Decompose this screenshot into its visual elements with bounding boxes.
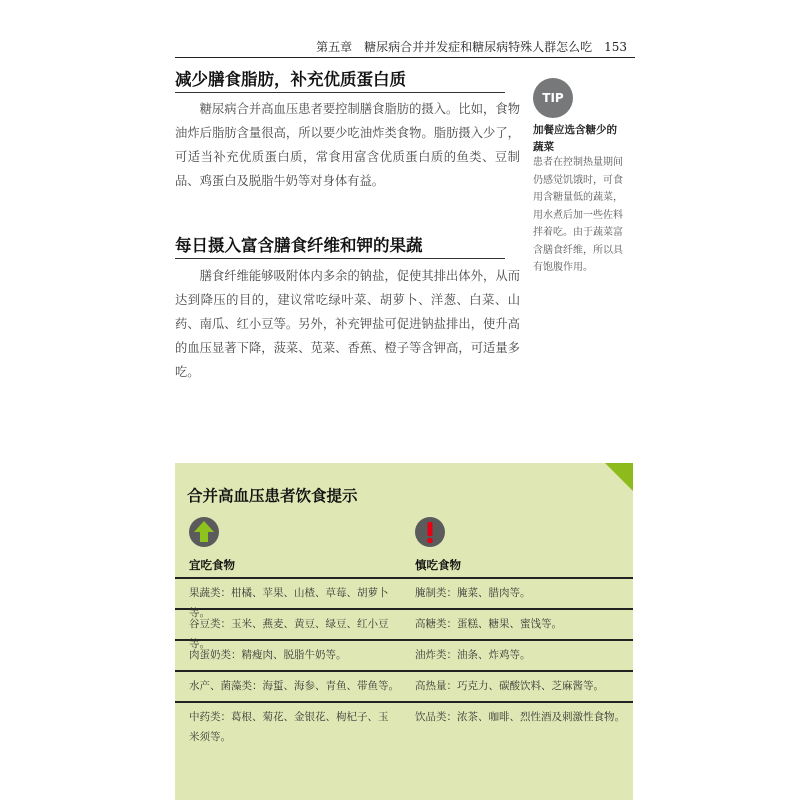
table-cell-recommended bbox=[189, 707, 404, 747]
section1-line: 了，可适当补充优质蛋白质，常食用富含优质蛋白质的鱼类、 bbox=[175, 126, 520, 164]
table-cell-caution: 高糖类：蛋糕、糖果、蜜饯等。 bbox=[415, 618, 562, 630]
section2-paragraph bbox=[175, 264, 520, 384]
section2-line: 适量多吃。 bbox=[175, 341, 520, 379]
section1-divider bbox=[175, 92, 505, 93]
row-divider bbox=[175, 701, 633, 703]
section1-line: 物油炸后脂肪含量很高，所以要少吃油炸类食物。脂肪摄入少 bbox=[175, 102, 520, 140]
diet-tips-box bbox=[175, 463, 633, 800]
section1-heading: 减少膳食脂肪，补充优质蛋白质 bbox=[175, 70, 406, 89]
diet-box-title: 合并高血压患者饮食提示 bbox=[187, 487, 358, 505]
section2-line: 膳食纤维能够吸附体内多余的钠盐，促使其排出体外，从 bbox=[199, 269, 508, 283]
table-cell-recommended: 果蔬类：柑橘、苹果、山楂、草莓、胡萝卜等。 bbox=[189, 587, 389, 619]
tip-title bbox=[533, 122, 625, 156]
section2-line: 山药、南瓜、红小豆等。另外，补充钾盐可促进钠盐排出，使 bbox=[175, 293, 520, 331]
cell-line: 中药类：葛根、菊花、金银花、枸杞子、玉 bbox=[189, 711, 389, 723]
section2-divider bbox=[175, 258, 505, 259]
section2-line: 升高的血压显著下降，菠菜、苋菜、香蕉、橙子等含钾高，可 bbox=[175, 317, 520, 355]
tip-body-line: 患者在控制热量期间 bbox=[533, 157, 623, 168]
tip-badge: TIP bbox=[533, 78, 573, 118]
section1-line: 豆制品、鸡蛋白及脱脂牛奶等对身体有益。 bbox=[175, 150, 520, 188]
cell-line: 米须等。 bbox=[189, 731, 231, 743]
up-arrow-icon bbox=[189, 517, 219, 547]
tip-title-line: 蔬菜 bbox=[533, 141, 554, 153]
tip-body-line: 有饱腹作用。 bbox=[533, 262, 593, 273]
header-text: 第五章 糖尿病合并并发症和糖尿病特殊人群怎么吃 153 bbox=[316, 40, 627, 54]
tip-body-line: 用水煮后加一些佐料 bbox=[533, 209, 623, 221]
tip-body-line: 拌着吃。由于蔬菜富 bbox=[533, 227, 623, 238]
tip-title-line: 加餐应选含糖少的 bbox=[533, 124, 617, 136]
tip-body-line: 含膳食纤维，所以具 bbox=[533, 244, 623, 256]
table-cell-caution: 油炸类：油条、炸鸡等。 bbox=[415, 649, 531, 661]
tip-body-line: 用含糖量低的蔬菜， bbox=[533, 192, 623, 203]
row-divider bbox=[175, 577, 633, 579]
row-divider bbox=[175, 670, 633, 672]
table-cell-recommended: 肉蛋奶类：精瘦肉、脱脂牛奶等。 bbox=[189, 649, 347, 661]
section2-heading: 每日摄入富含膳食纤维和钾的果蔬 bbox=[175, 236, 423, 255]
caution-label: 慎吃食物 bbox=[415, 558, 461, 572]
section1-paragraph bbox=[175, 97, 520, 193]
running-header bbox=[175, 34, 635, 58]
corner-triangle bbox=[605, 463, 633, 491]
table-cell-caution: 腌制类：腌菜、腊肉等。 bbox=[415, 587, 531, 599]
table-cell-caution: 饮品类：浓茶、咖啡、烈性酒及刺激性食物。 bbox=[415, 711, 625, 723]
tip-body bbox=[533, 154, 625, 277]
table-cell-recommended: 谷豆类：玉米、燕麦、黄豆、绿豆、红小豆等。 bbox=[189, 618, 389, 650]
tip-body-line: 仍感觉饥饿时，可食 bbox=[533, 174, 623, 186]
table-cell-recommended: 水产、菌藻类：海蜇、海参、青鱼、带鱼等。 bbox=[189, 680, 399, 692]
section2-line: 而达到降压的目的，建议常吃绿叶菜、胡萝卜、洋葱、白菜、 bbox=[175, 269, 520, 307]
section1-line: 糖尿病合并高血压患者要控制膳食脂肪的摄入。比如，食 bbox=[199, 102, 508, 116]
table-cell-caution: 高热量：巧克力、碳酸饮料、芝麻酱等。 bbox=[415, 680, 604, 692]
recommended-label: 宜吃食物 bbox=[189, 558, 235, 572]
warning-icon bbox=[415, 517, 445, 547]
